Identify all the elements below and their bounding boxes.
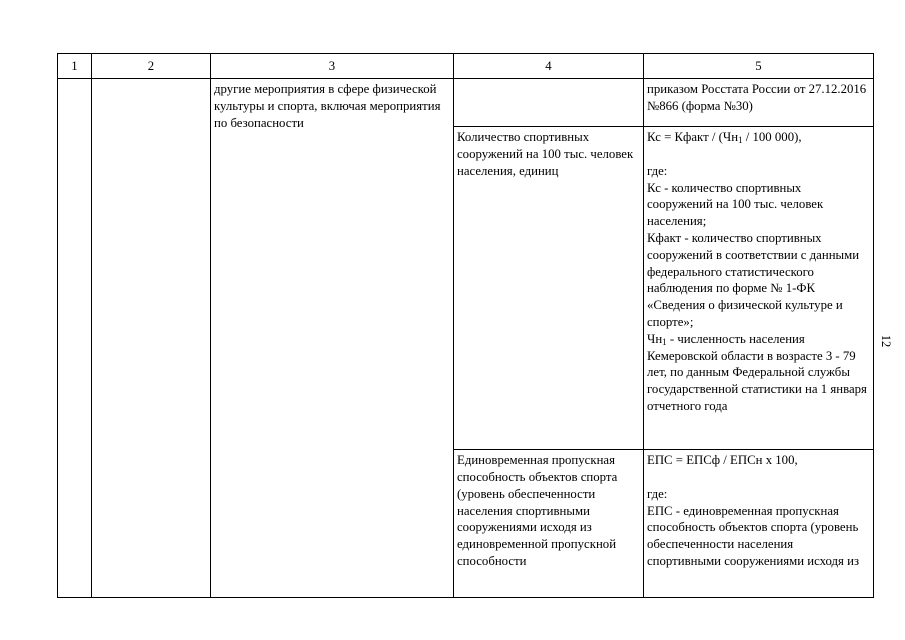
- cell-row3-indicator-name: Единовременная пропускная способность объектов спорта (уровень обеспеченности населения спортивными сооружениями исходя из единовременной пропускной способности: [454, 450, 644, 598]
- cell-col-1: [58, 79, 92, 598]
- table-row: [58, 79, 874, 127]
- indicators-table: [57, 53, 874, 598]
- header-col-1: 1: [58, 54, 92, 79]
- formula-text-end: / 100 000),: [742, 130, 802, 145]
- cell-row2-indicator-name: Количество спортивных сооружений на 100 тыс. человек населения, единиц: [454, 127, 644, 450]
- cell-col-2: [92, 79, 211, 598]
- explanation-subscript: 1: [662, 336, 667, 347]
- formula-explanation-end: - численность населения Кемеровской области в возрасте 3 - 79 лет, по данным Федеральной службы государственной статистики на 1 января отчетного года: [647, 331, 871, 414]
- formula-explanation: где: Кс - количество спортивных сооружений на 100 тыс. человек населения; Кфакт - количество спортивных сооружений в соответствии с данными федерального статистического наблюдения по форме № 1-ФК «Сведения о физической культуре и спорте»; Чн: [647, 163, 860, 346]
- header-col-3: 3: [211, 54, 454, 79]
- header-col-4: 4: [454, 54, 644, 79]
- header-col-2: 2: [92, 54, 211, 79]
- formula-subscript: 1: [738, 135, 743, 146]
- formula-text: Кс = Кфакт / (Чн: [647, 130, 739, 145]
- cell-row1-col-5: приказом Росстата России от 27.12.2016 №866 (форма №30): [644, 79, 874, 127]
- cell-row2-formula: [644, 127, 874, 450]
- cell-row1-col-4: [454, 79, 644, 127]
- header-row: [58, 54, 874, 79]
- page-number: 12: [879, 334, 893, 348]
- cell-col-3-event-description: другие мероприятия в сфере физической культуры и спорта, включая мероприятия по безопасности: [211, 79, 454, 598]
- cell-row3-formula: ЕПС = ЕПСф / ЕПСн х 100, где: ЕПС - единовременная пропускная способность объектов спорта (уровень обеспеченности населения спортивными сооружениями исходя из: [644, 450, 874, 598]
- header-col-5: 5: [644, 54, 874, 79]
